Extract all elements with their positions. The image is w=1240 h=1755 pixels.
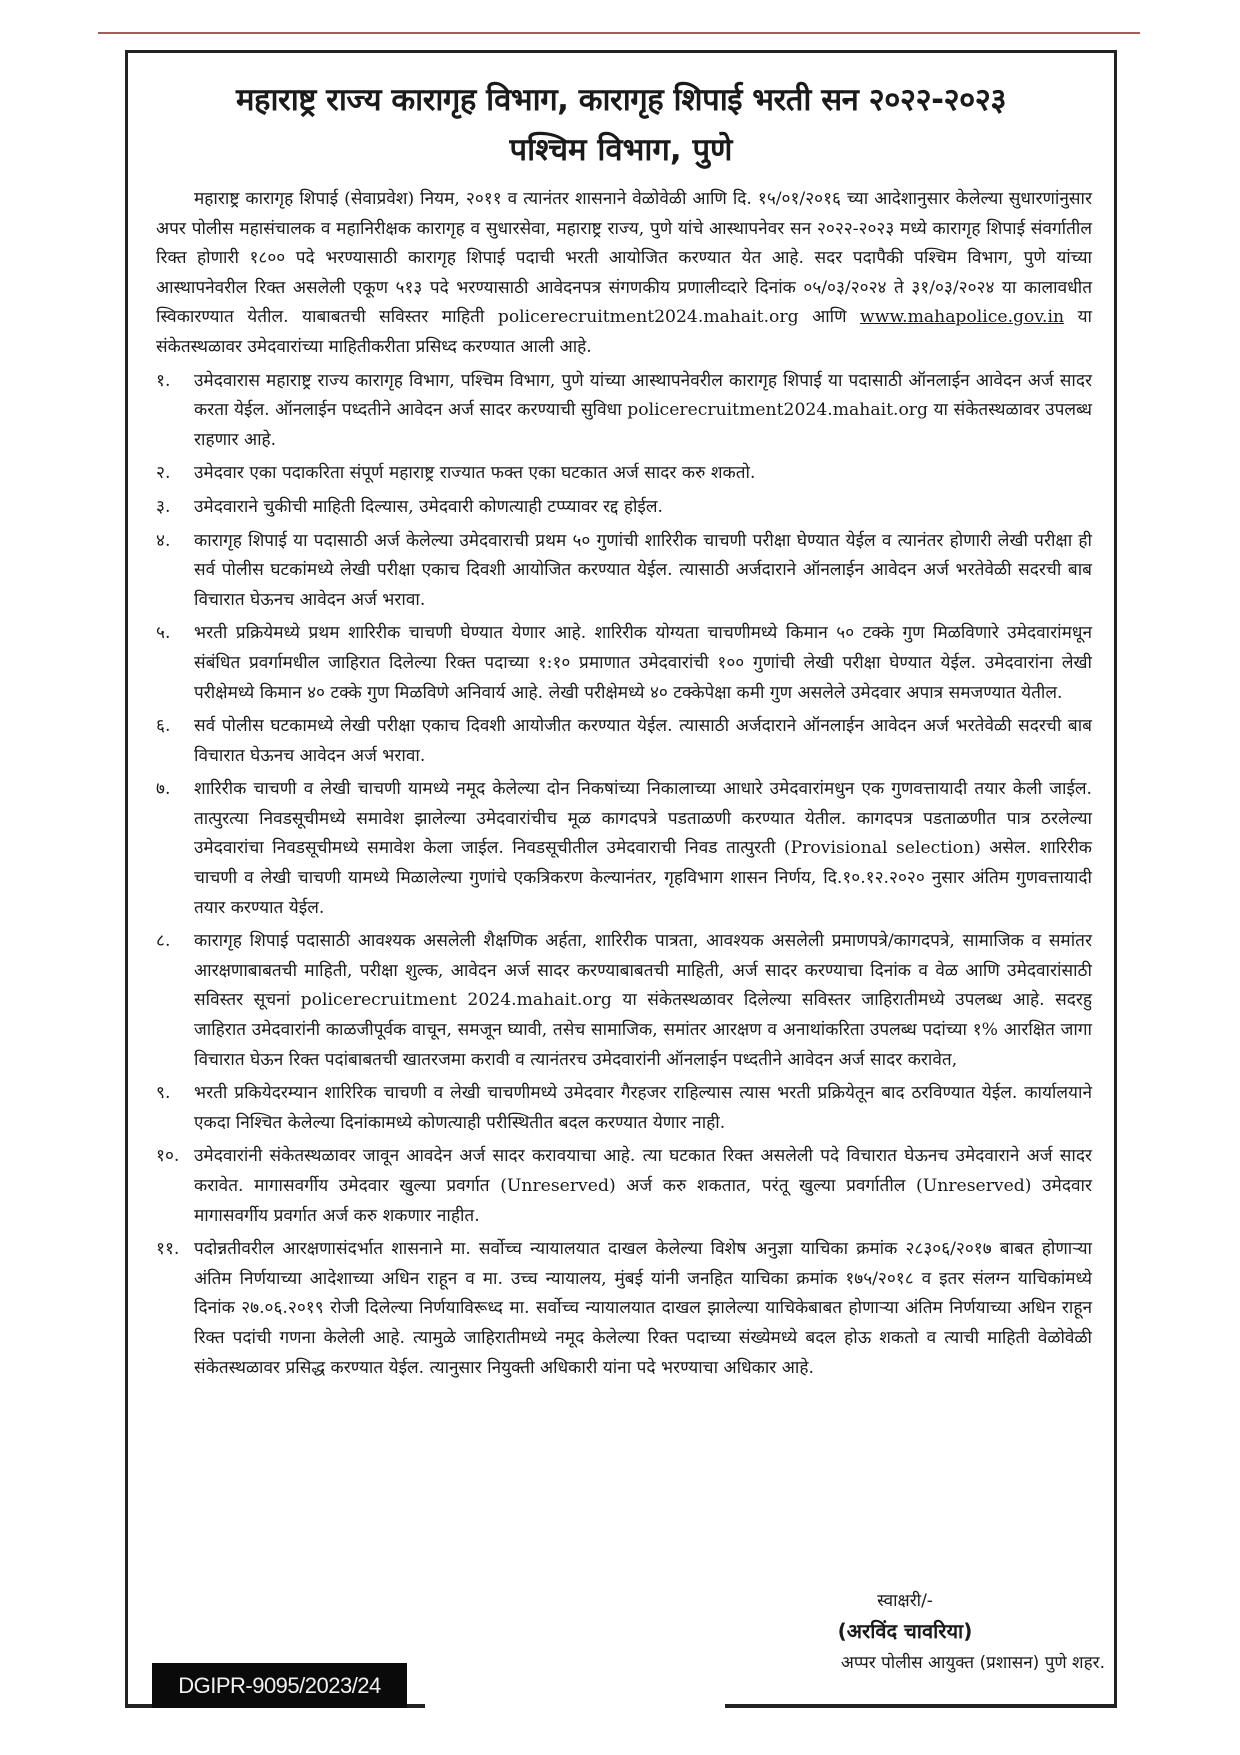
list-item — [156, 1142, 1092, 1231]
list-item — [156, 367, 1092, 456]
item-number: ४. — [156, 530, 171, 551]
item-text: उमेदवार एका पदाकरिता संपूर्ण महाराष्ट्र राज्यात फक्त एका घटकात अर्ज सादर करु शकतो. — [194, 463, 756, 484]
list-item — [156, 527, 1092, 616]
list-item — [156, 459, 1092, 489]
item-number: १०. — [156, 1146, 180, 1167]
item-text: सर्व पोलीस घटकामध्ये लेखी परीक्षा एकाच दिवशी आयोजीत करण्यात येईल. त्यासाठी अर्जदाराने ऑनलाईन आवेदन अर्ज भरतेवेळी सदरची बाब विचारात घेऊनच आवेदन अर्ज भरावा. — [194, 716, 1092, 766]
signatory-name: (अरविंद चावरिया) — [837, 1619, 973, 1643]
notice-frame — [125, 50, 1117, 1708]
item-number: ३. — [156, 496, 171, 517]
notice-title: महाराष्ट्र राज्य कारागृह विभाग, कारागृह शिपाई भरती सन २०२२-२०२३ — [236, 82, 1006, 118]
list-item — [156, 775, 1092, 923]
conditions-list — [156, 367, 1092, 1384]
item-text: उमेदवारास महाराष्ट्र राज्य कारागृह विभाग, पश्चिम विभाग, पुणे यांच्या आस्थापनेवरील कारागृह शिपाई या पदासाठी ऑनलाईन आवेदन अर्ज सादर करता येईल. ऑनलाईन पध्दतीने आवेदन अर्ज सादर करण्याची सुविधा policerecruitment2024.mahait.org या संकेतस्थळावर उपलब्ध राहणार आहे. — [194, 370, 1092, 450]
signature-label: स्वाक्षरी/- — [877, 1591, 933, 1611]
item-number: ८. — [156, 931, 171, 952]
intro-text-end: या संकेतस्थळावर उमेदवारांच्या माहितीकरीता प्रसिध्द करण्यात आली आहे. — [156, 307, 1092, 357]
notice-subtitle: पश्चिम विभाग, पुणे — [509, 132, 733, 168]
list-item — [156, 1079, 1092, 1138]
list-item — [156, 712, 1092, 771]
item-text: भरती प्रकियेदरम्यान शारिरिक चाचणी व लेखी चाचणीमध्ये उमेदवार गैरहजर राहिल्यास त्यास भरती प्रक्रियेतून बाद ठरविण्यात येईल. कार्यालयाने एकदा निश्चित केलेल्या दिनांकामध्ये कोणत्याही परीस्थितीत बदल करण्यात येणार नाही. — [194, 1083, 1092, 1133]
item-number: ९. — [156, 1083, 171, 1104]
signatory-designation: अप्पर पोलीस आयुक्त (प्रशासन) पुणे शहर. — [840, 1653, 1105, 1673]
item-text: शारिरीक चाचणी व लेखी चाचणी यामध्ये नमूद केलेल्या दोन निकषांच्या निकालाच्या आधारे उमेदवारांमधुन एक गुणवत्तायादी तयार केली जाईल. तात्पुरत्या निवडसूचीमध्ये समावेश झालेल्या उमेदवारांचीच मूळ कागदपत्रे पडताळणी करण्यात येतील. कागदपत्र पडताळणीत पात्र ठरलेल्या उमेदवारांचा निवडसूचीमध्ये समावेश केला जाईल. निवडसूचीतील उमेदवाराची निवड तात्पुरती (Provisional selection) असेल. शारिरीक चाचणी व लेखी चाचणी यामध्ये मिळालेल्या गुणांचे एकत्रिकरण केल्यानंतर, गृहविभाग शासन निर्णय, दि.१०.१२.२०२० नुसार अंतिम गुणवत्तायादी तयार करण्यात येईल. — [194, 779, 1092, 918]
dgipr-reference-badge: DGIPR-9095/2023/24 — [152, 1663, 407, 1708]
frame-bottom-gap — [425, 1700, 725, 1712]
item-text: कारागृह शिपाई पदासाठी आवश्यक असलेली शैक्षणिक अर्हता, शारिरीक पात्रता, आवश्यक असलेली प्रमाणपत्रे/कागदपत्रे, सामाजिक व समांतर आरक्षणाबाबतची माहिती, परीक्षा शुल्क, आवेदन अर्ज सादर करण्याबाबतची माहिती, अर्ज सादर करण्याचा दिनांक व वेळ आणि उमेदवारांसाठी सविस्तर सूचनां policerecruitment 2024.mahait.org या संकेतस्थळावर दिलेल्या सविस्तर जाहिरातीमध्ये उपलब्ध आहे. सदरहु जाहिरात उमेदवारांनी काळजीपूर्वक वाचून, समजून घ्यावी, तसेच सामाजिक, समांतर आरक्षण व अनाथांकरिता उपलब्ध पदांच्या १% आरक्षित जागा विचारात घेऊन रिक्त पदांबाबतची खातरजमा करावी व त्यानंतरच उमेदवारांनी ऑनलाईन पध्दतीने आवेदन अर्ज सादर करावेत, — [194, 931, 1092, 1070]
item-text: भरती प्रक्रियेमध्ये प्रथम शारिरीक चाचणी घेण्यात येणार आहे. शारिरीक योग्यता चाचणीमध्ये किमान ५० टक्के गुण मिळविणारे उमेदवारांमधून संबंधित प्रवर्गामधील जाहिरात दिलेल्या रिक्त पदाच्या १:१० प्रमाणात उमेदवारांची १०० गुणांची लेखी परीक्षा घेण्यात येईल. उमेदवारांना लेखी परीक्षेमध्ये किमान ४० टक्के गुण मिळविणे अनिवार्य आहे. लेखी परीक्षेमध्ये ४० टक्केपेक्षा कमी गुण असलेले उमेदवार अपात्र समजण्यात येतील. — [194, 623, 1092, 703]
list-item — [156, 1235, 1092, 1383]
item-text: कारागृह शिपाई या पदासाठी अर्ज केलेल्या उमेदवाराची प्रथम ५० गुणांची शारिरीक चाचणी परीक्षा घेण्यात येईल व त्यानंतर होणारी लेखी परीक्षा ही सर्व पोलीस घटकांमध्ये लेखी परीक्षा एकाच दिवशी आयोजित करण्यात येईल. त्यासाठी अर्जदाराने ऑनलाईन आवेदन अर्ज भरतेवेळी सदरची बाब विचारात घेऊनच आवेदन अर्ज भरावा. — [194, 530, 1092, 610]
item-number: ५. — [156, 623, 171, 644]
item-number: ११. — [156, 1239, 180, 1260]
top-rule — [98, 32, 1140, 34]
item-text: उमेदवाराने चुकीची माहिती दिल्यास, उमेदवारी कोणत्याही टप्प्यावर रद्द होईल. — [194, 496, 663, 517]
list-item — [156, 927, 1092, 1075]
list-item — [156, 619, 1092, 708]
item-number: ७. — [156, 779, 171, 800]
item-number: २. — [156, 463, 171, 484]
intro-paragraph — [156, 185, 1092, 363]
item-text: पदोन्नतीवरील आरक्षणासंदर्भात शासनाने मा. सर्वोच्च न्यायालयात दाखल केलेल्या विशेष अनुज्ञा याचिका क्रमांक २८३०६/२०१७ बाबत होणाऱ्या अंतिम निर्णयाच्या आदेशाच्या अधिन राहून व मा. उच्च न्यायालय, मुंबई यांनी जनहित याचिका क्रमांक १७५/२०१८ व इतर संलग्न याचिकांमध्ये दिनांक २७.०६.२०१९ रोजी दिलेल्या निर्णयाविरूध्द मा. सर्वोच्च न्यायालयात दाखल झालेल्या याचिकेबाबत होणाऱ्या अंतिम निर्णयाच्या अधिन राहून रिक्त पदांची गणना केलेली आहे. त्यामुळे जाहिरातीमध्ये नमूद केलेल्या रिक्त पदाच्या संख्येमध्ये बदल होऊ शकतो व त्याची माहिती वेळोवेळी संकेतस्थळावर प्रसिद्ध करण्यात येईल. त्यानुसार नियुक्ती अधिकारी यांना पदे भरण्याचा अधिकार आहे. — [194, 1239, 1092, 1378]
intro-text: महाराष्ट्र कारागृह शिपाई (सेवाप्रवेश) नियम, २०११ व त्यानंतर शासनाने वेळोवेळी आणि दि. १५/०१/२०१६ च्या आदेशानुसार केलेल्या सुधारणांनुसार अपर पोलीस महासंचालक व महानिरीक्षक कारागृह व सुधारसेवा, महाराष्ट्र राज्य, पुणे यांचे आस्थापनेवर सन २०२२-२०२३ मध्ये कारागृह शिपाई संवर्गातील रिक्त होणारी १८०० पदे भरण्यासाठी कारागृह शिपाई पदाची भरती आयोजित करण्यात येत आहे. सदर पदापैकी पश्चिम विभाग, पुणे यांच्या आस्थापनेवरील रिक्त असलेली एकूण ५१३ पदे भरण्यासाठी आवेदनपत्र संगणकीय प्रणालीव्दारे दिनांक ०५/०३/२०२४ ते ३१/०३/२०२४ या कालावधीत स्विकारण्यात येतील. याबाबतची सविस्तर माहिती policerecruitment2024.mahait.org आणि — [156, 189, 1092, 328]
item-number: ६. — [156, 716, 171, 737]
mahapolice-link[interactable]: www.mahapolice.gov.in — [860, 307, 1065, 328]
item-number: १. — [156, 370, 171, 391]
list-item — [156, 493, 1092, 523]
item-text: उमेदवारांनी संकेतस्थळावर जावून आवदेन अर्ज सादर करावयाचा आहे. त्या घटकात रिक्त असलेली पदे विचारात घेऊनच उमेदवाराने अर्ज सादर करावेत. मागासवर्गीय उमेदवार खुल्या प्रवर्गात (Unreserved) अर्ज करु शकतात, परंतू खुल्या प्रवर्गातील (Unreserved) उमेदवार मागासवर्गीय प्रवर्गात अर्ज करु शकणार नाहीत. — [194, 1146, 1092, 1226]
